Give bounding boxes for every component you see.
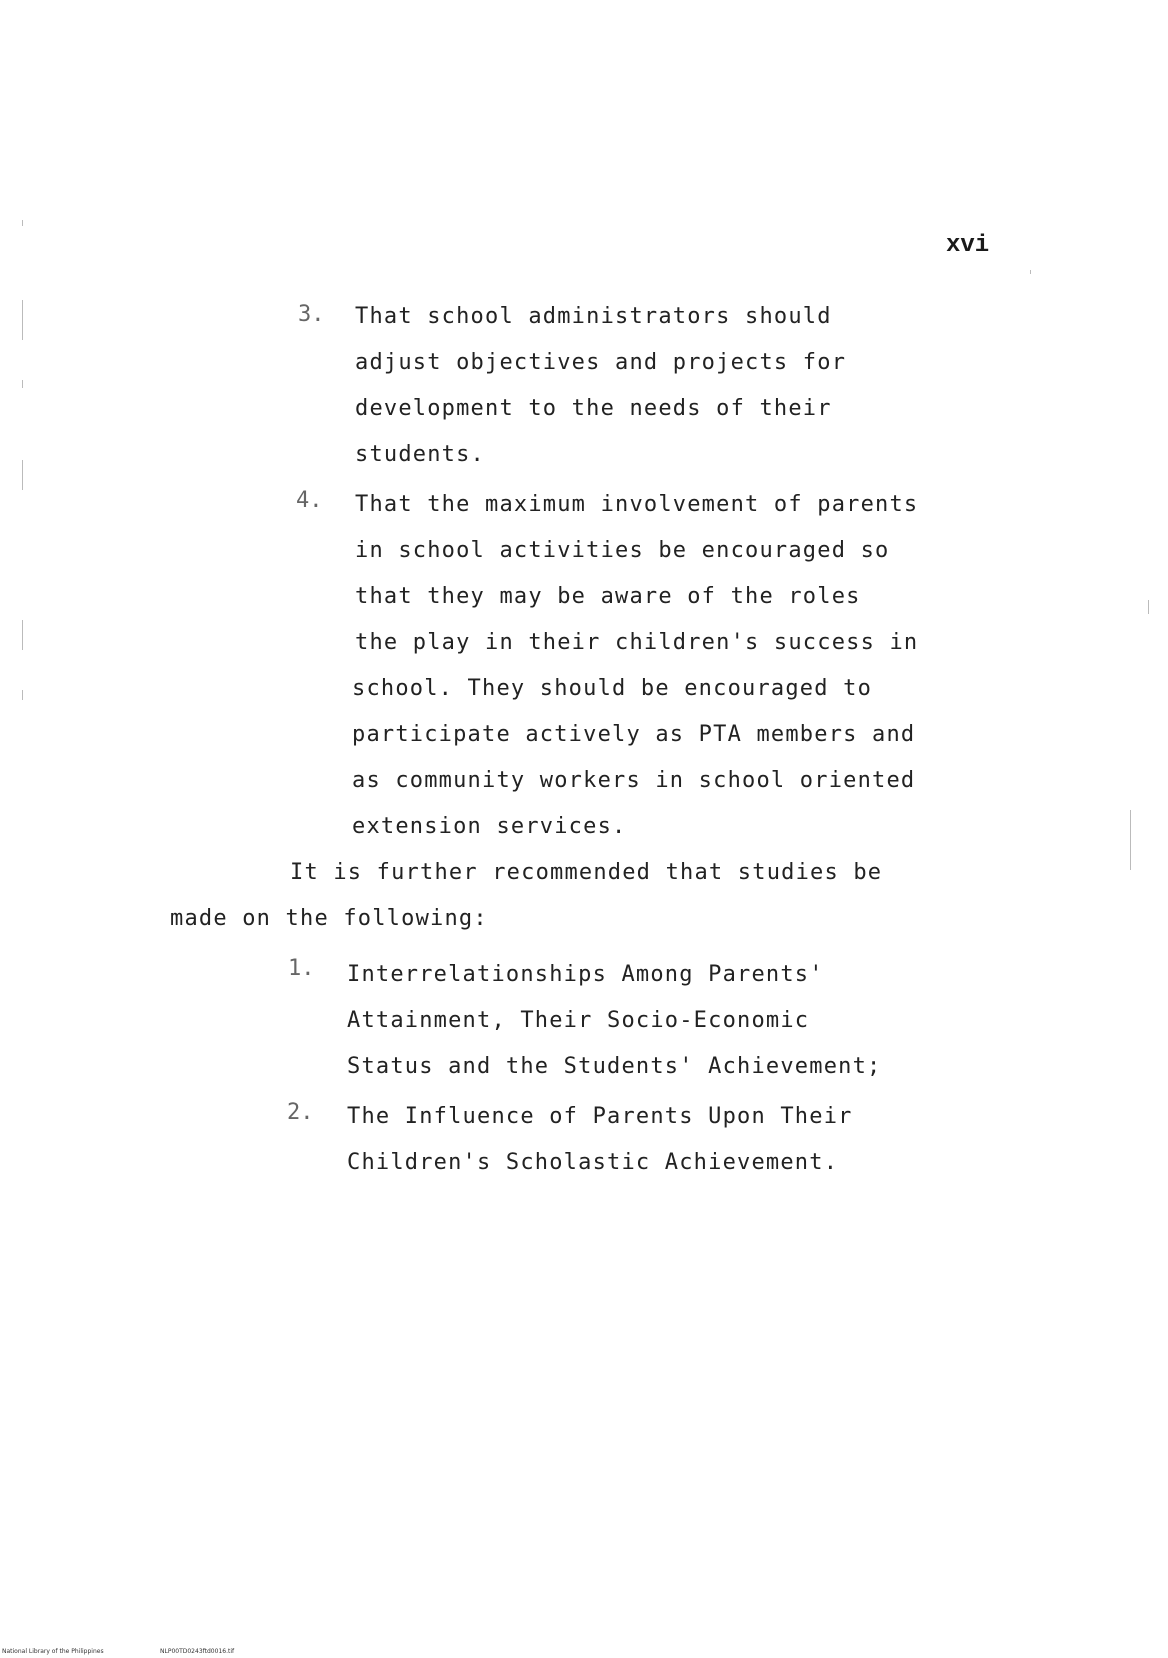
- further-paragraph-line-2: made on the following:: [170, 906, 488, 931]
- recommendation-3-line-4: students.: [355, 442, 486, 467]
- scan-speck: [22, 460, 23, 490]
- recommendation-4-line-2: in school activities be encouraged so: [355, 538, 890, 563]
- item-number: 2.: [287, 1100, 314, 1125]
- recommendation-4-line-5: school. They should be encouraged to: [352, 676, 873, 701]
- recommendation-4-line-4: the play in their children's success in: [355, 630, 919, 655]
- recommendation-4-line-6: participate actively as PTA members and: [352, 722, 916, 747]
- recommendation-4-line-1: That the maximum involvement of parents: [355, 492, 919, 517]
- scan-speck: [22, 300, 23, 340]
- scan-speck: [22, 220, 23, 226]
- study-2-line-2: Children's Scholastic Achievement.: [347, 1150, 839, 1175]
- recommendation-3-line-3: development to the needs of their: [355, 396, 832, 421]
- study-1-line-1: Interrelationships Among Parents': [347, 962, 824, 987]
- recommendation-4-line-8: extension services.: [352, 814, 627, 839]
- scan-speck: [1030, 270, 1031, 274]
- scan-speck: [1130, 810, 1131, 870]
- page-number: xvi: [946, 232, 990, 259]
- study-1-line-3: Status and the Students' Achievement;: [347, 1054, 882, 1079]
- footer-filename: NLP00TD0243ftd0016.tif: [160, 1648, 235, 1655]
- recommendation-4-line-7: as community workers in school oriented: [352, 768, 916, 793]
- further-paragraph-line-1: It is further recommended that studies be: [290, 860, 883, 885]
- study-2-line-1: The Influence of Parents Upon Their: [347, 1104, 853, 1129]
- recommendation-4-line-3: that they may be aware of the roles: [355, 584, 861, 609]
- recommendation-3-line-2: adjust objectives and projects for: [355, 350, 847, 375]
- scan-speck: [22, 380, 23, 388]
- scan-speck: [22, 620, 23, 650]
- study-1-line-2: Attainment, Their Socio-Economic: [347, 1008, 810, 1033]
- recommendation-3-line-1: That school administrators should: [355, 304, 832, 329]
- item-number: 4.: [296, 488, 323, 513]
- scan-speck: [22, 690, 23, 700]
- footer-library: National Library of the Philippines: [2, 1648, 104, 1655]
- scan-speck: [1148, 600, 1149, 614]
- item-number: 1.: [288, 956, 315, 981]
- item-number: 3.: [298, 302, 325, 327]
